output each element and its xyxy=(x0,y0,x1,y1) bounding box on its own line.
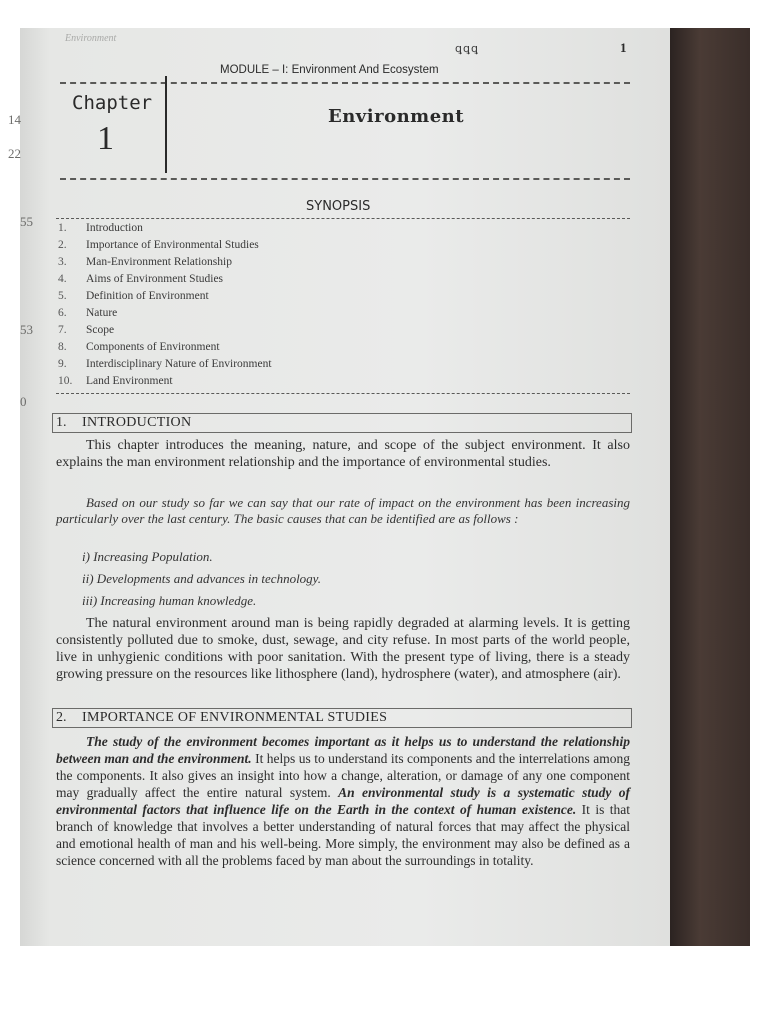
margin-number: 14 xyxy=(8,112,21,127)
header-divider xyxy=(60,82,630,84)
synopsis-bottom-rule xyxy=(56,393,630,394)
page-photo xyxy=(8,28,750,946)
chapter-divider-bottom xyxy=(60,178,630,180)
intro-paragraph-3: The natural environment around man is being rapidly degraded at alarming levels. It is getting consistently polluted due to smoke, dust, sewage, and city refuse. In most parts of the world people, live in unhygienic conditions with poor sanitation. With the present type of living, there is a steady growing pressure on the resources like lithosphere (land), hydrosphere (water), and atmosphere (air). xyxy=(56,616,630,682)
synopsis-heading: SYNOPSIS xyxy=(306,199,371,214)
book-spine xyxy=(670,28,750,946)
synopsis-item: 3. Man-Environment Relationship xyxy=(58,256,232,268)
synopsis-item: 4. Aims of Environment Studies xyxy=(58,273,224,285)
margin-number: 55 xyxy=(20,214,33,229)
section-heading-introduction: 1. INTRODUCTION xyxy=(52,413,632,433)
synopsis-item: 5. Definition of Environment xyxy=(58,290,209,302)
synopsis-list xyxy=(58,220,272,390)
section-heading-importance: 2. IMPORTANCE OF ENVIRONMENTAL STUDIES xyxy=(52,708,632,728)
chapter-number: 1 xyxy=(97,120,114,157)
synopsis-top-rule xyxy=(56,218,630,219)
running-head: Environment xyxy=(65,33,117,44)
margin-number: 53 xyxy=(20,322,33,337)
synopsis-item: 10. Land Environment xyxy=(58,375,173,387)
intro-paragraph-1: This chapter introduces the meaning, nature, and scope of the subject environment. It also explains the man environment relationship and the importance of environmental studies. xyxy=(56,438,630,470)
synopsis-item: 6. Nature xyxy=(58,307,118,319)
module-heading: MODULE – I: Environment And Ecosystem xyxy=(220,64,439,76)
cause-item: iii) Increasing human knowledge. xyxy=(82,593,257,608)
margin-number: 0 xyxy=(20,394,27,409)
synopsis-item: 2. Importance of Environmental Studies xyxy=(58,239,259,251)
page-mark: ꝗꝗꝗ xyxy=(455,43,479,55)
synopsis-item: 9. Interdisciplinary Nature of Environment xyxy=(58,358,272,370)
chapter-label: Chapter xyxy=(72,92,153,114)
synopsis-item: 7. Scope xyxy=(58,324,115,336)
chapter-divider xyxy=(165,76,167,173)
intro-paragraph-2: Based on our study so far we can say that our rate of impact on the environment has been increasing particularly over the last century. The basic causes that can be identified are as follows : xyxy=(56,495,630,526)
page-number: 1 xyxy=(620,40,627,55)
synopsis-item: 8. Components of Environment xyxy=(58,341,220,353)
cause-item: i) Increasing Population. xyxy=(82,549,213,564)
chapter-label-box xyxy=(65,88,165,172)
margin-number: 22 xyxy=(8,146,21,161)
synopsis-item: 1. Introduction xyxy=(58,222,143,234)
cause-item: ii) Developments and advances in technology. xyxy=(82,571,321,586)
chapter-title: Environment xyxy=(328,106,465,127)
book-page xyxy=(8,28,670,946)
importance-paragraph: The study of the environment becomes important as it helps us to understand the relationship between man and the environment. It helps us to understand its components and the interrelations among the components. It also gives an insight into how a change, alteration, or damage of any one component may gradually affect the entire natural system. An environmental study is a systematic study of environmental factors that influence life on the Earth in the context of human existence. It is that branch of knowledge that involves a better understanding of natural forces that may affect the physical and emotional health of man and his well-being. More simply, the environment may also be defined as a science concerned with all the problems faced by man about the surroundings in totality. xyxy=(56,734,631,868)
